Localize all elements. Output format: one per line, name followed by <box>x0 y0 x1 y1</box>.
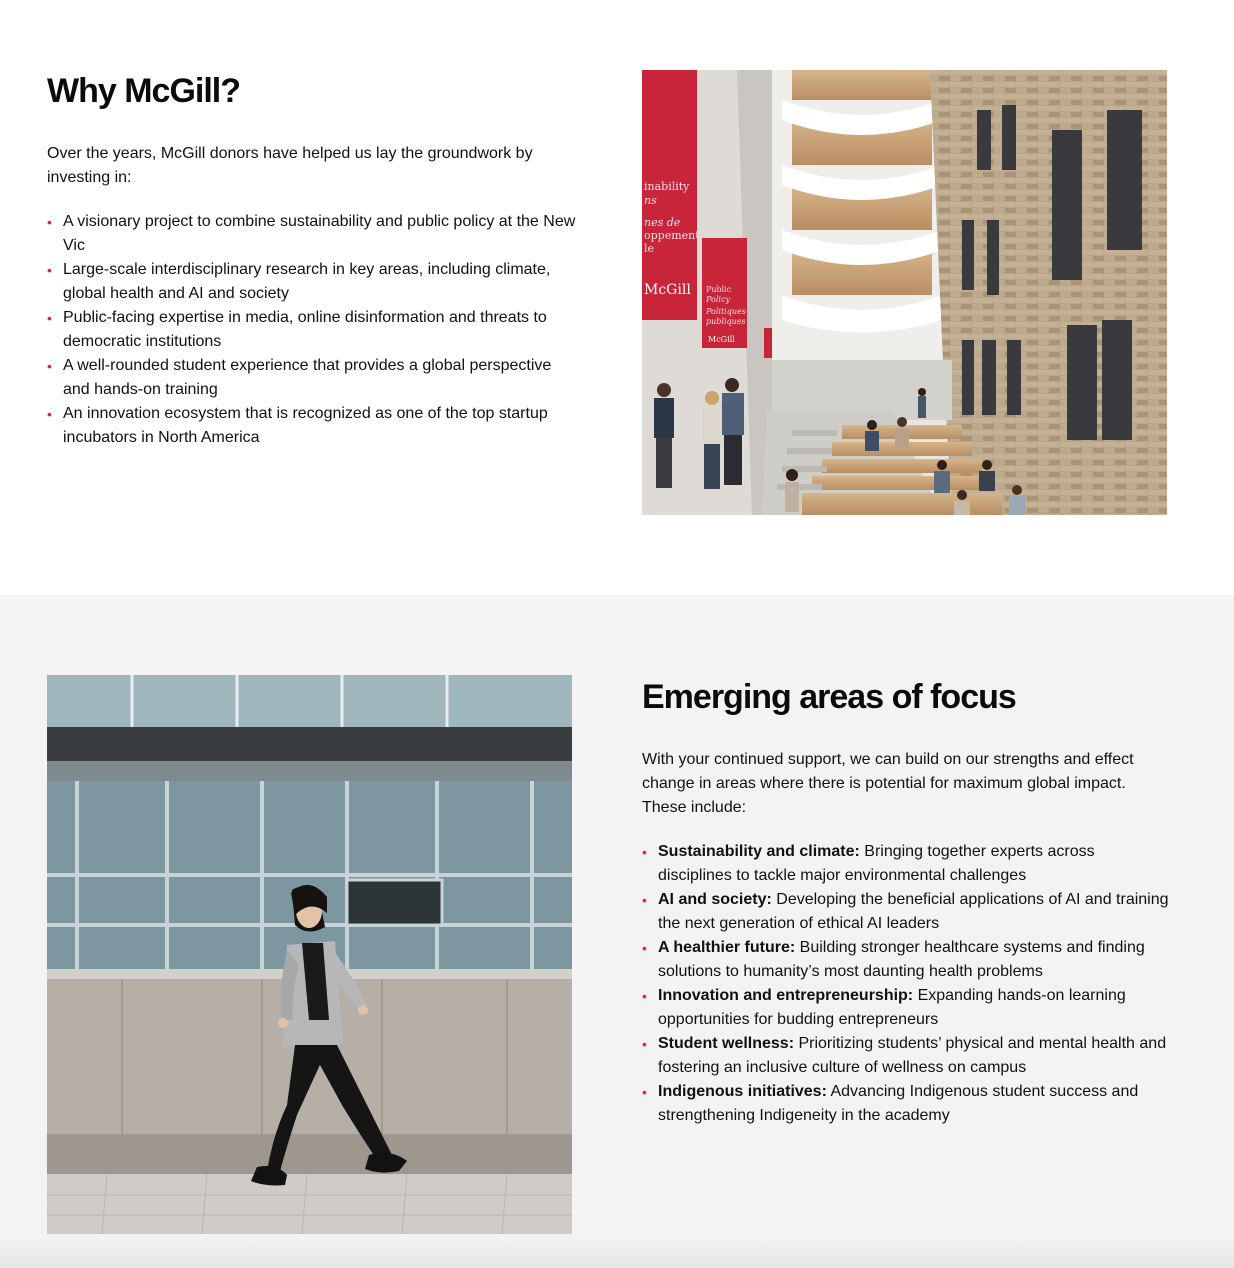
bullet-icon: • <box>47 406 52 422</box>
svg-text:McGill: McGill <box>644 282 691 298</box>
why-mcgill-text <box>47 70 577 450</box>
bullet-icon: • <box>642 892 647 908</box>
list-item: • Public-facing expertise in media, online disinformation and threats to democratic institutions <box>47 306 577 354</box>
bullet-icon: • <box>642 940 647 956</box>
list-item: • Student wellness: Prioritizing students’ physical and mental health and fostering an inclusive culture of wellness on campus <box>642 1032 1172 1080</box>
emerging-areas-text <box>642 676 1172 1128</box>
bullet-icon: • <box>642 844 647 860</box>
list-item: • Innovation and entrepreneurship: Expanding hands-on learning opportunities for budding entrepreneurs <box>642 984 1172 1032</box>
list-item: • A visionary project to combine sustainability and public policy at the New Vic <box>47 210 577 258</box>
atrium-photo <box>642 70 1167 515</box>
bullet-icon: • <box>642 1036 647 1052</box>
bullet-icon: • <box>47 310 52 326</box>
bullet-icon: • <box>47 214 52 230</box>
svg-text:Politiques: Politiques <box>706 307 746 316</box>
focus-label: Student wellness: <box>658 1035 795 1052</box>
list-item: • An innovation ecosystem that is recognized as one of the top startup incubators in North America <box>47 402 577 450</box>
svg-text:Public: Public <box>706 285 732 294</box>
list-item: • Sustainability and climate: Bringing together experts across disciplines to tackle major environmental challenges <box>642 840 1172 888</box>
list-item: • Indigenous initiatives: Advancing Indigenous student success and strengthening Indigeneity in the academy <box>642 1080 1172 1128</box>
list-item: • A well-rounded student experience that provides a global perspective and hands-on training <box>47 354 577 402</box>
emerging-areas-intro: With your continued support, we can build on our strengths and effect change in areas where there is potential for maximum global impact. These include: <box>642 751 1134 816</box>
focus-label: AI and society: <box>658 891 772 908</box>
svg-text:Policy: Policy <box>706 295 730 304</box>
svg-text:ns: ns <box>644 194 657 207</box>
bullet-icon: • <box>47 358 52 374</box>
list-item: • AI and society: Developing the beneficial applications of AI and training the next generation of ethical AI leaders <box>642 888 1172 936</box>
list-item: • Large-scale interdisciplinary research in key areas, including climate, global health and AI and society <box>47 258 577 306</box>
svg-text:le: le <box>644 242 655 255</box>
emerging-areas-list <box>642 840 1172 1128</box>
emerging-areas-heading: Emerging areas of focus <box>642 678 1016 716</box>
focus-label: Innovation and entrepreneurship: <box>658 987 914 1004</box>
svg-text:nes de: nes de <box>644 216 681 229</box>
why-mcgill-intro: Over the years, McGill donors have helped us lay the groundwork by investing in: <box>47 145 533 186</box>
focus-label: Indigenous initiatives: <box>658 1083 827 1100</box>
bullet-icon: • <box>642 1084 647 1100</box>
bullet-icon: • <box>47 262 52 278</box>
svg-text:McGill: McGill <box>708 335 735 344</box>
why-mcgill-list <box>47 210 577 450</box>
focus-label: Sustainability and climate: <box>658 843 860 860</box>
bullet-icon: • <box>642 988 647 1004</box>
svg-text:oppement: oppement <box>644 229 700 242</box>
walking-student-photo <box>47 675 572 1234</box>
focus-label: A healthier future: <box>658 939 796 956</box>
list-item: • A healthier future: Building stronger healthcare systems and finding solutions to humanity’s most daunting health problems <box>642 936 1172 984</box>
why-mcgill-heading: Why McGill? <box>47 72 240 110</box>
svg-text:publiques: publiques <box>706 317 746 326</box>
page-bottom-fade <box>0 1236 1234 1268</box>
svg-text:inability: inability <box>644 180 690 193</box>
